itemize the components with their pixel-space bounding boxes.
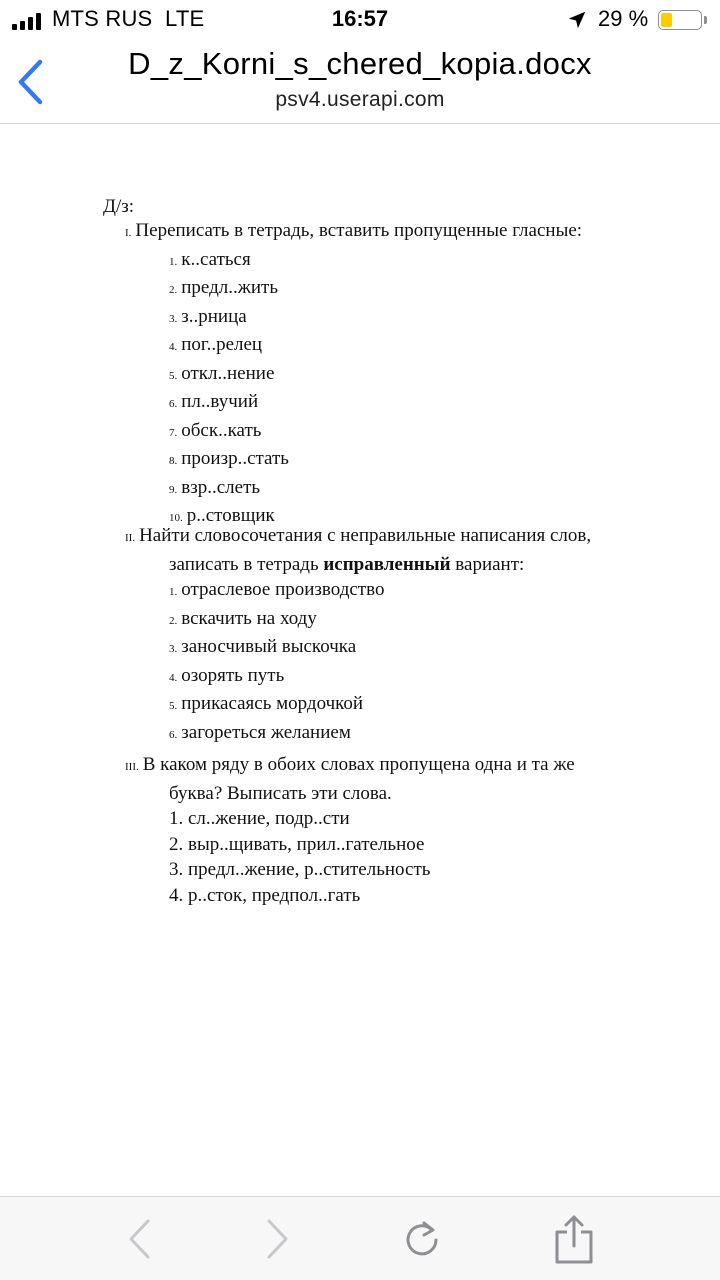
item-text: взр..слеть	[181, 476, 261, 498]
go-forward-button[interactable]	[252, 1213, 304, 1265]
item-number: 5.	[169, 369, 178, 382]
item-text: отраслевое производство	[181, 579, 385, 600]
section-1-list	[125, 247, 685, 532]
item-number: 3.	[169, 643, 178, 655]
section-2-title	[125, 523, 685, 552]
item-text: озорять путь	[181, 664, 285, 686]
network-type: LTE	[165, 6, 205, 31]
status-bar	[0, 0, 720, 40]
bottom-toolbar	[0, 1196, 720, 1280]
item-text: обск..кать	[181, 419, 262, 441]
item-number: 1.	[169, 255, 178, 268]
section-2-text-line1: Найти словосочетания с неправильные написания слов,	[139, 525, 592, 546]
item-text: р..стовщик	[186, 505, 275, 526]
item-number: 4.	[169, 341, 178, 353]
item-text: пог..релец	[181, 334, 263, 355]
item-text: к..саться	[181, 248, 251, 270]
section-1-text: Переписать в тетрадь, вставить пропущенные гласные:	[135, 220, 583, 241]
list-item	[125, 446, 685, 475]
list-item	[125, 720, 685, 749]
item-text: вскачить на ходу	[181, 607, 317, 629]
section-2-text-after: вариант:	[450, 553, 525, 575]
section-3	[125, 752, 685, 908]
item-text: произр..стать	[181, 448, 289, 469]
section-3-numeral: III.	[125, 761, 139, 773]
list-item	[125, 577, 685, 606]
share-button[interactable]	[548, 1213, 600, 1265]
list-item: 2. выр..щивать, прил..гательное	[169, 833, 425, 855]
section-1-title	[125, 218, 685, 247]
section-1	[125, 218, 685, 532]
item-text: прикасаясь мордочкой	[181, 693, 364, 714]
section-2-text-bold: исправленный	[323, 553, 451, 575]
section-2-numeral: II.	[125, 532, 136, 544]
list-item	[125, 332, 685, 361]
list-item	[125, 634, 685, 663]
section-3-title	[125, 752, 685, 781]
item-text: пл..вучий	[181, 391, 259, 412]
list-item	[125, 247, 685, 276]
document-page	[0, 124, 720, 1196]
document-title: D_z_Korni_s_chered_kopia.docx	[128, 46, 592, 81]
item-text: заносчивый выскочка	[181, 636, 357, 657]
document-host: psv4.userapi.com	[275, 88, 445, 111]
list-item	[125, 275, 685, 304]
list-item	[125, 304, 685, 333]
reload-icon	[402, 1219, 442, 1259]
list-item	[125, 418, 685, 447]
document-heading: Д/з:	[103, 196, 135, 217]
list-item: 4. р..сток, предпол..гать	[169, 884, 361, 906]
section-3-list	[125, 806, 685, 908]
list-item	[125, 361, 685, 390]
item-number: 5.	[169, 700, 178, 712]
section-2-title-continued	[125, 552, 685, 578]
item-number: 4.	[169, 671, 178, 684]
section-1-numeral: I.	[125, 227, 132, 239]
list-item	[125, 475, 685, 504]
section-3-text-line2: буква? Выписать эти слова.	[169, 782, 392, 804]
item-text: з..рница	[181, 305, 247, 327]
battery-icon	[658, 10, 702, 30]
forward-arrow-icon	[265, 1218, 291, 1260]
back-arrow-icon	[126, 1218, 152, 1260]
section-2-text-before: записать в тетрадь	[169, 553, 324, 575]
list-item	[125, 663, 685, 692]
list-item	[125, 606, 685, 635]
go-back-button[interactable]	[113, 1213, 165, 1265]
battery-fill	[661, 13, 672, 27]
section-2-list	[125, 577, 685, 748]
navigation-header	[0, 40, 720, 124]
battery-cap	[704, 16, 707, 24]
carrier-name: MTS RUS	[52, 6, 153, 31]
item-number: 9.	[169, 483, 178, 496]
list-item	[125, 691, 685, 720]
list-item: 1. сл..жение, подр..сти	[169, 808, 350, 829]
share-icon	[554, 1214, 594, 1264]
item-number: 10.	[169, 512, 183, 524]
item-text: предл..жить	[181, 277, 279, 298]
battery-percent: 29 %	[598, 6, 649, 31]
list-item	[125, 389, 685, 418]
item-number: 8.	[169, 455, 178, 467]
item-number: 3.	[169, 312, 178, 325]
item-number: 6.	[169, 728, 178, 741]
reload-button[interactable]	[396, 1213, 448, 1265]
item-number: 7.	[169, 426, 178, 439]
item-number: 6.	[169, 398, 178, 410]
item-number: 2.	[169, 614, 178, 627]
clock: 16:57	[331, 6, 389, 31]
location-arrow-icon	[566, 9, 588, 31]
item-text: откл..нение	[181, 362, 275, 384]
item-text: загореться желанием	[181, 721, 351, 743]
section-2	[125, 523, 685, 748]
section-3-text-line1: В каком ряду в обоих словах пропущена одна и та же	[142, 754, 575, 775]
item-number: 1.	[169, 586, 178, 598]
list-item: 3. предл..жение, р..стительность	[169, 859, 431, 880]
item-number: 2.	[169, 284, 178, 296]
